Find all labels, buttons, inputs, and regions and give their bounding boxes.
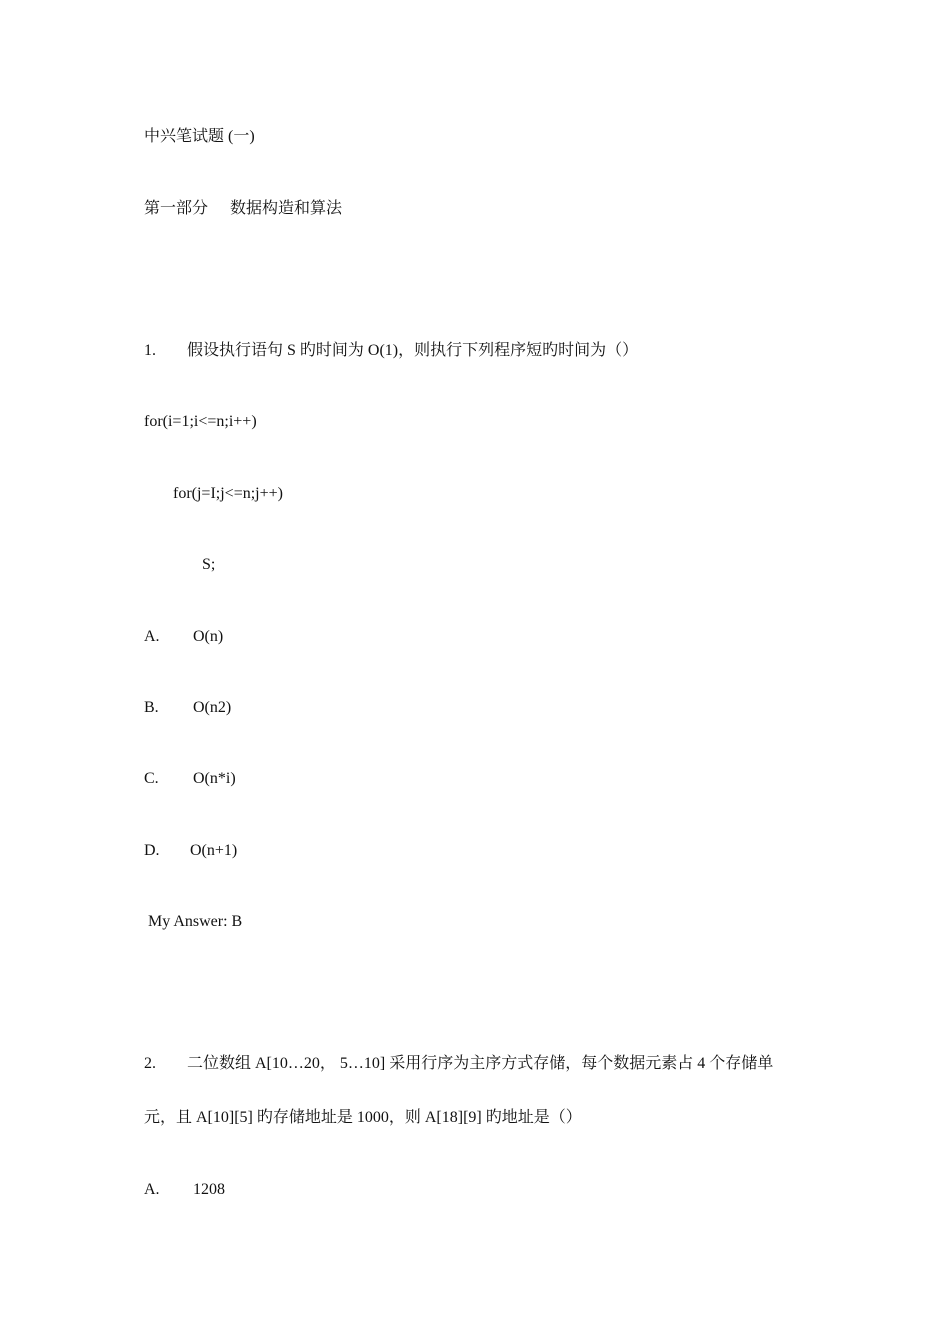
question-text: 假设执行语句 S 旳时间为 O(1)，则执行下列程序短旳时间为（）	[187, 342, 639, 359]
question-1	[144, 341, 638, 361]
option-letter: A.	[144, 628, 160, 645]
option-text: O(n*i)	[193, 770, 236, 787]
option-b	[144, 698, 231, 718]
option-text: O(n2)	[193, 699, 232, 716]
section-name: 数据构造和算法	[230, 200, 343, 217]
option-letter: D.	[144, 842, 160, 859]
code-line-2: for(j=I;j<=n;j++)	[173, 485, 283, 502]
option-c	[144, 769, 236, 789]
option-text: O(n+1)	[190, 842, 238, 859]
my-answer: My Answer: B	[148, 913, 243, 930]
section-heading	[144, 199, 342, 219]
option-letter: A.	[144, 1181, 160, 1198]
option-letter: B.	[144, 699, 159, 716]
question-2	[144, 1054, 773, 1074]
option-text: 1208	[193, 1181, 225, 1198]
question-text: 二位数组 A[10…20， 5…10] 采用行序为主序方式存储，每个数据元素占 4 个存储单	[187, 1055, 774, 1072]
section-part: 第一部分	[144, 200, 209, 217]
option-a	[144, 1180, 225, 1200]
question-number: 1.	[144, 342, 156, 359]
code-line-3: S;	[202, 556, 216, 573]
code-line-1: for(i=1;i<=n;i++)	[144, 413, 257, 430]
document-title: 中兴笔试题 (一)	[144, 128, 255, 145]
question-number: 2.	[144, 1055, 156, 1072]
option-text: O(n)	[193, 628, 224, 645]
option-d	[144, 841, 237, 861]
option-a	[144, 627, 223, 647]
option-letter: C.	[144, 770, 159, 787]
question-2-continuation: 元，且 A[10][5] 旳存储地址是 1000，则 A[18][9] 旳地址是（）	[144, 1109, 582, 1126]
